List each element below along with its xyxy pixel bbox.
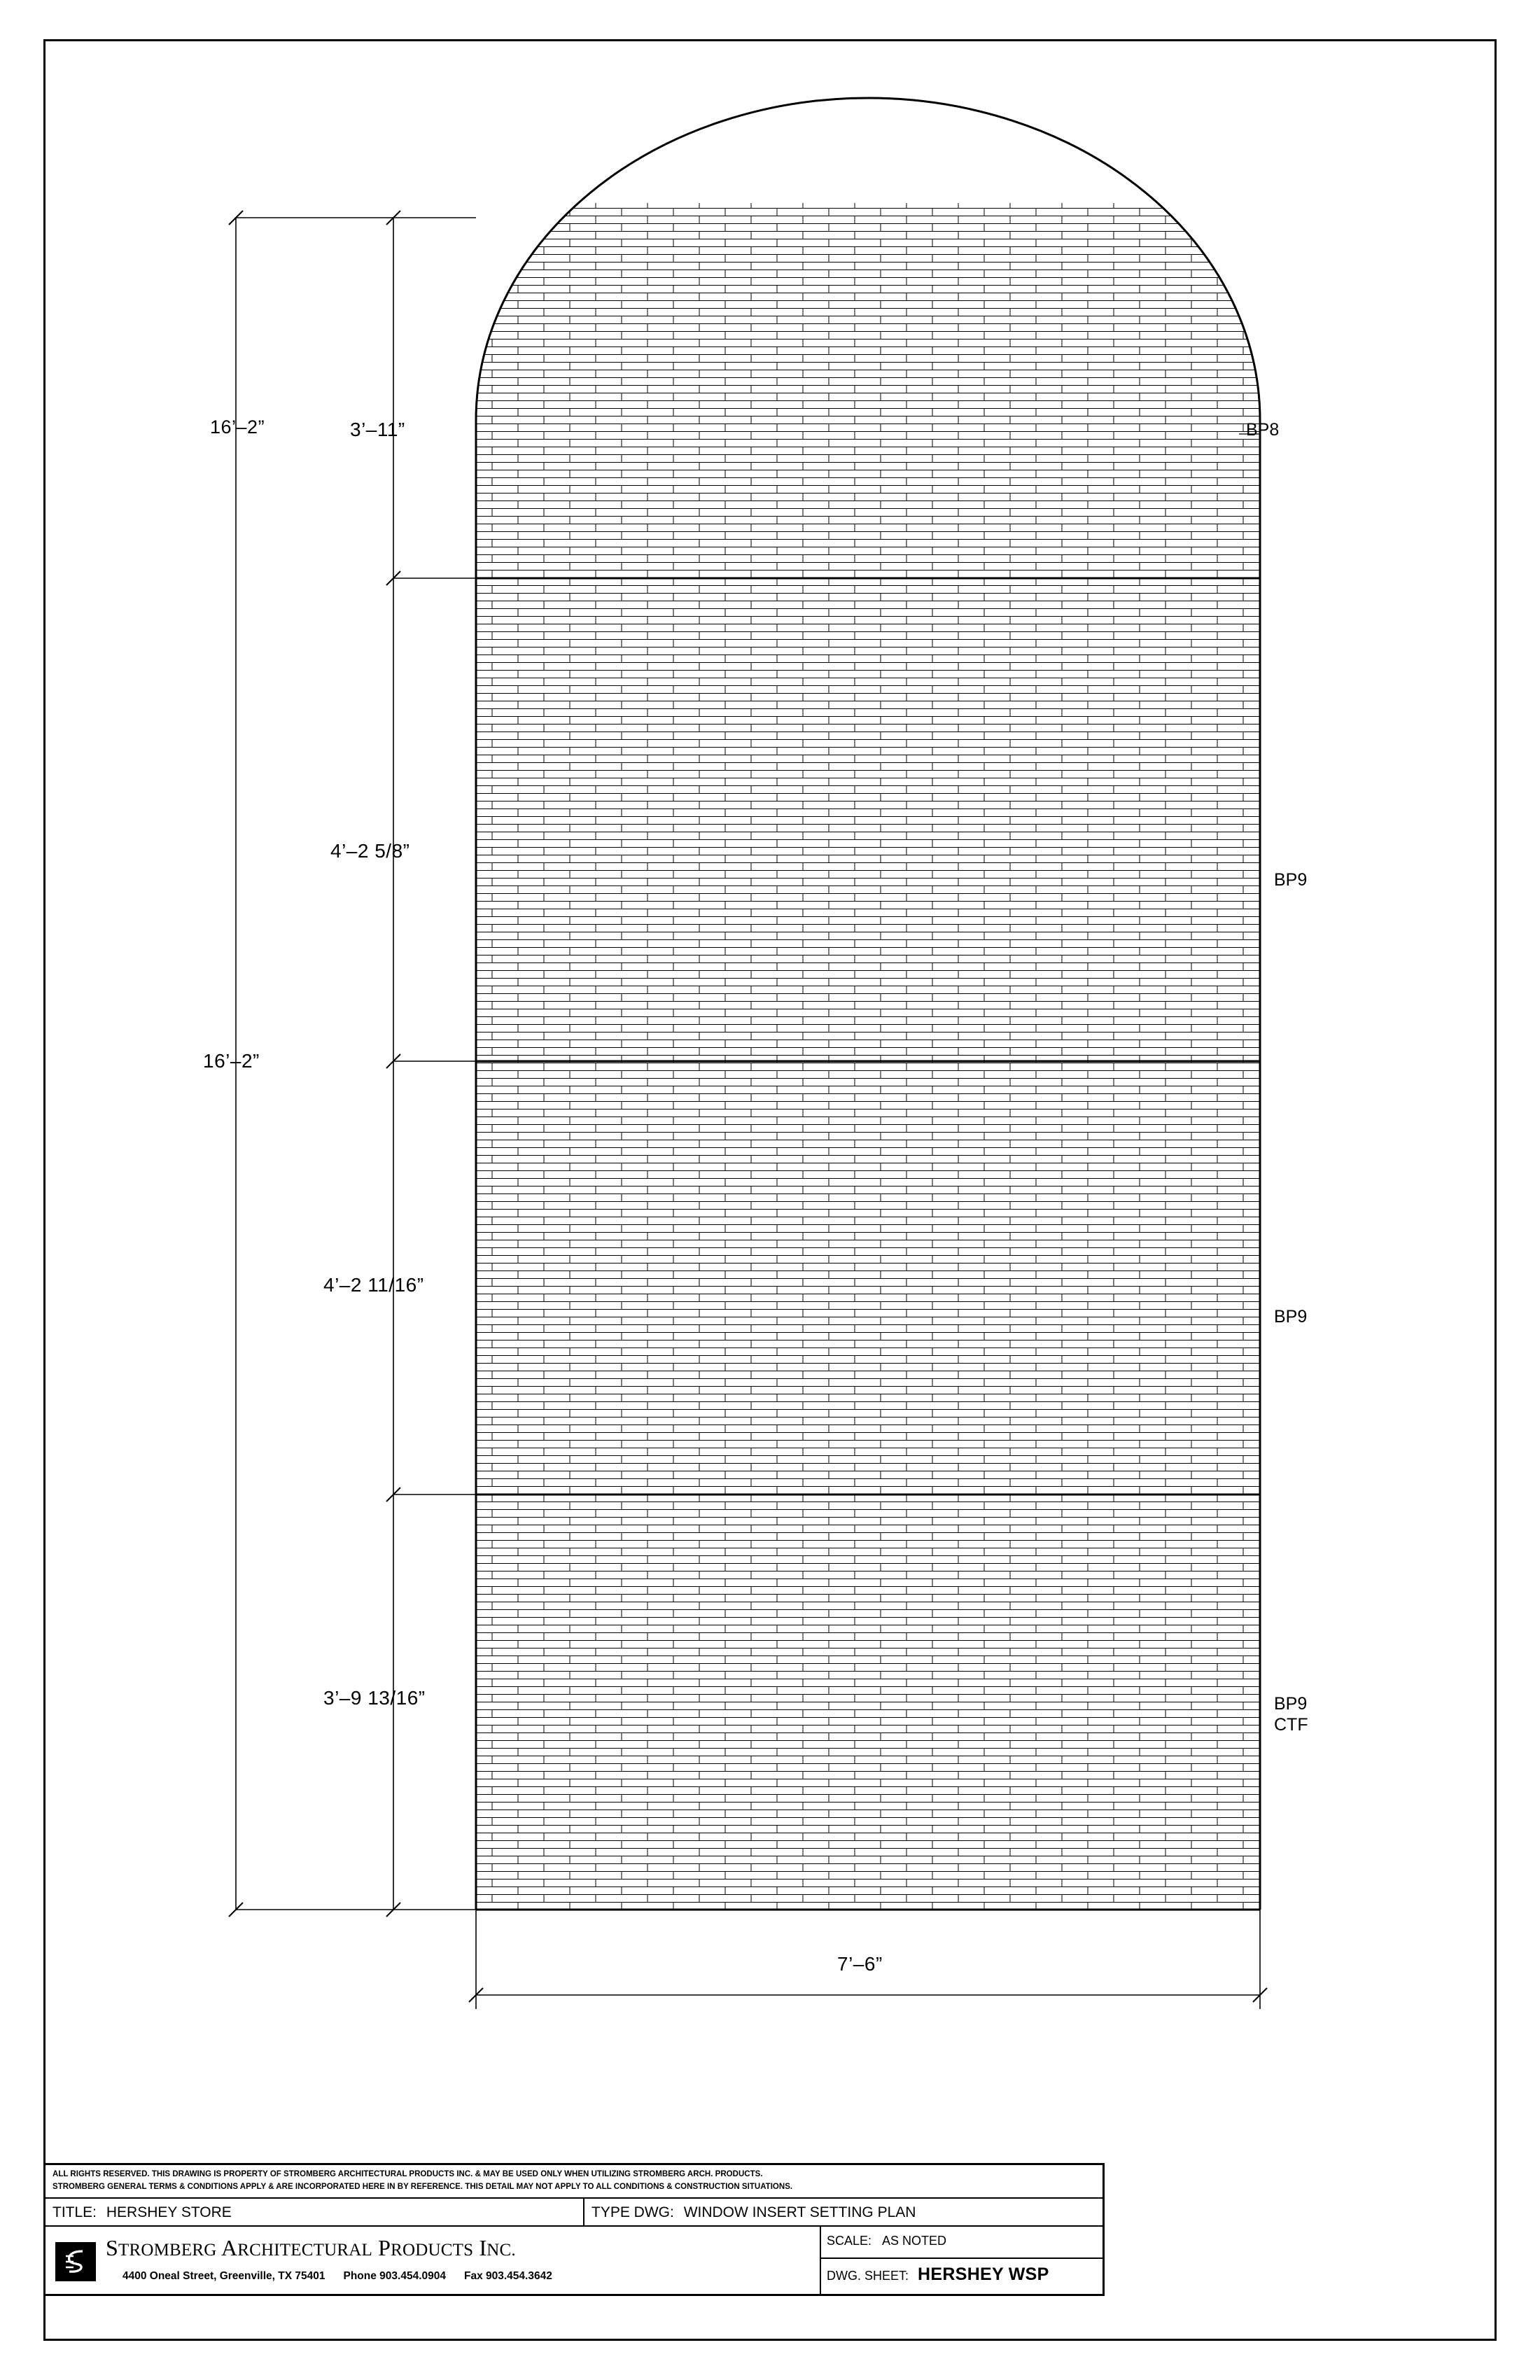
legal-line-1: ALL RIGHTS RESERVED. THIS DRAWING IS PROPERTY OF STROMBERG ARCHITECTURAL PRODUCTS INC. & MAY BE USED ONLY WHEN UTILIZING STROMBERG ARCH. PRODUCTS. (52, 2170, 763, 2178)
title-value: HERSHEY STORE (106, 2204, 232, 2220)
title-label: TITLE: (52, 2204, 97, 2220)
company-address: 4400 Oneal Street, Greenville, TX 75401 (122, 2270, 326, 2282)
dim-panel-2-height-text: 4’–2 5/8” (330, 840, 410, 862)
company-name-a: A (220, 2235, 238, 2260)
legal-line-2: STROMBERG GENERAL TERMS & CONDITIONS APPLY & ARE INCORPORATED HERE IN BY REFERENCE. THIS DETAIL MAY NOT APPLY TO ALL CONDITIONS & CONSTRUCTION SITUATIONS. (52, 2182, 793, 2191)
scale-label: SCALE: (827, 2234, 872, 2248)
arch-panel-brick (462, 203, 1274, 584)
label-bp8: BP8 (1246, 420, 1280, 440)
scale-field (821, 2227, 1102, 2259)
dim-overall-height-text: 16’–2” (203, 1050, 260, 1072)
type-dwg-label: TYPE DWG: (592, 2204, 674, 2220)
company-name-p: P (378, 2235, 391, 2260)
dim-panel-3-height-text: 4’–2 11/16” (323, 1274, 424, 1296)
panel-4-brick (462, 1495, 1274, 1911)
company-name (106, 2235, 516, 2261)
dim-panel-4-height-text: 3’–9 13/16” (323, 1687, 426, 1709)
company-name-nc: NC. (486, 2241, 516, 2260)
title-field (46, 2199, 584, 2225)
company-block (46, 2227, 821, 2294)
company-contact (122, 2270, 552, 2283)
panel-2-brick (462, 578, 1274, 1063)
scale-value: AS NOTED (882, 2234, 947, 2248)
label-bp9-ctf-line2: CTF (1274, 1715, 1308, 1735)
title-block (43, 2163, 1105, 2296)
type-dwg-field (584, 2199, 1102, 2225)
legal-notice (46, 2165, 1102, 2199)
company-name-tromberg: TROMBERG (118, 2241, 217, 2260)
company-phone: Phone 903.454.0904 (343, 2270, 446, 2282)
sheet-field (821, 2259, 1102, 2294)
panel-3-brick (462, 1062, 1274, 1496)
company-fax: Fax 903.454.3642 (464, 2270, 552, 2282)
stromberg-logo-icon (55, 2242, 96, 2281)
label-bp9-ctf-line1: BP9 (1274, 1694, 1308, 1714)
company-name-rchitectural: RCHITECTURAL (237, 2241, 372, 2260)
company-name-s: S (106, 2235, 118, 2260)
dim-overall-height: 16’–2” (210, 416, 265, 438)
label-bp9-upper: BP9 (1274, 870, 1308, 890)
type-dwg-value: WINDOW INSERT SETTING PLAN (683, 2204, 916, 2220)
label-bp9-middle: BP9 (1274, 1307, 1308, 1326)
sheet-label: DWG. SHEET: (827, 2269, 909, 2283)
dim-overall-width-text: 7’–6” (837, 1953, 883, 1975)
sheet-value: HERSHEY WSP (918, 2264, 1049, 2284)
dim-arch-height-text: 3’–11” (350, 419, 405, 440)
company-name-roducts: RODUCTS (391, 2241, 474, 2260)
company-name-i: I (479, 2235, 487, 2260)
